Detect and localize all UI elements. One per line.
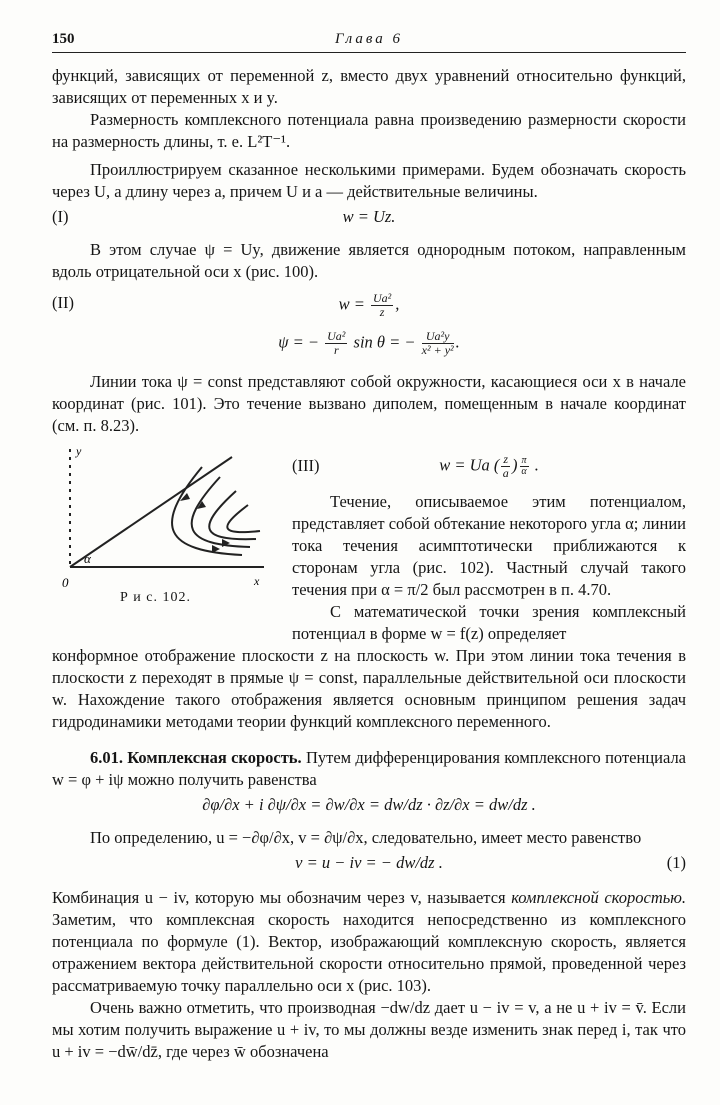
equation-part: sin θ = − [353,332,416,352]
angle-label: α [84,551,91,566]
equation-part: w = [338,294,365,314]
equation-label: (II) [52,293,74,312]
paragraph-text: Заметим, что комплексная скорость находится непосредственно из комплексного потенциала по формуле (1). Вектор, изображающий комплексную скорость, является отражением вектора действительной скорости относительно прямой, проведенной через рассматриваемую точку параллельно оси x (рис. 103). [52,910,686,995]
equation-body: v = u − iv = − dw/dz . [295,853,443,872]
numerator: Ua² [327,329,346,343]
equation-6 [52,849,686,887]
paragraph: Линии тока ψ = const представляют собой окружности, касающиеся оси x в начале координат (рис. 101). Это течение вызвано диполем, помещенным в начале координат (см. п. 8.23). [52,372,686,435]
paragraph: Течение, описываемое этим потенциалом, представляет собой обтекание некоторого угла α; линии тока течения асимптотически приближаются к сторонам угла (рис. 102). Частный случай такого течения при α = π/2 был рассмотрен в п. 4.70. [292,492,686,599]
equation-part: w = Ua [439,455,490,475]
fraction [501,453,510,480]
equation-part: , [395,294,400,314]
paragraph: С математической точки зрения комплексный потенциал в форме w = f(z) определяет [292,602,686,643]
page-header [52,28,686,53]
denominator: α [521,466,527,477]
equation-2 [52,289,686,327]
numerator: z [503,452,509,466]
numerator: Ua² [373,291,392,305]
exponent-fraction [520,456,529,477]
paragraph: Очень важно отметить, что производная −dw/dz дает u − iv = v, а не u + iv = v̄. Если мы хотим получить выражение u + iv, то мы должны везде изменить знак перед i, так что u + iv = −dw̄/dz̄, где через w̄ обозначена [52,998,686,1061]
paragraph: функций, зависящих от переменной z, вместо двух уравнений относительно функций, зависящих от переменных x и y. [52,66,686,107]
chapter-title: Глава 6 [334,31,404,47]
paragraph-text: Комбинация u − iv, которую мы обозначим через v, называется [52,888,506,907]
equation-number: (1) [666,853,686,872]
paragraph [52,887,686,997]
equation-4: (III) w = Ua ( $\frac{z}{a}$ ) $\frac{\pi}{\alpha}$ . [292,452,539,480]
figure-caption: Р и с. 102. [120,590,191,605]
equation-part: ψ = − [278,332,320,352]
denominator: r [333,343,339,357]
denominator: a [502,466,509,480]
streamline [172,467,242,555]
page-number: 150 [52,31,75,47]
fraction [422,330,454,357]
equation-1 [52,203,686,233]
origin-label: 0 [62,575,69,590]
equation-body: w = Uz. [342,207,396,226]
denominator: x² + y² [421,343,454,357]
axis-label-y: y [76,444,82,458]
section-heading: 6.01. Комплексная скорость. [90,748,302,767]
fraction [325,330,347,357]
equation-label: (I) [52,207,69,226]
paragraph: Проиллюстрируем сказанное несколькими примерами. Будем обозначать скорость через U, а длину через a, причем U и a — действительные величины. [52,160,686,201]
section-paragraph [52,747,686,791]
streamline [227,505,260,532]
paragraph: конформное отображение плоскости z на плоскость w. При этом линии тока течения в плоскости z переходят в прямые ψ = const, параллельные действительной оси плоскости w. Нахождение такого отображения является основным принципом решения задач гидродинамики методами теории функций комплексного переменного. [52,646,686,731]
fraction [371,292,393,319]
defined-term: комплексной скоростью. [511,888,687,907]
denominator: z [379,305,385,319]
paragraph: Размерность комплексного потенциала равна произведению размерности скорости на размерность длины, т. е. L²T⁻¹. [52,110,686,151]
paragraph: По определению, u = −∂φ/∂x, v = ∂ψ/∂x, следовательно, имеет место равенство [90,828,642,847]
equation-body: ∂φ/∂x + i ∂ψ/∂x = ∂w/∂x = dw/dz · ∂z/∂x = dw/dz . [202,795,536,814]
numerator: π [521,455,527,466]
paragraph: В этом случае ψ = Uy, движение является однородным потоком, направленным вдоль отрицательной оси x (рис. 100). [52,240,686,281]
numerator: Ua²y [422,330,454,344]
figure-side-text [292,443,686,645]
equation-5 [52,791,686,827]
equation-label: (III) [292,456,320,475]
streamline-figure [52,437,270,607]
axis-label-x: x [254,574,260,588]
equation-part: . [534,455,539,475]
equation-part: . [455,332,460,352]
equation-3 [52,327,686,365]
paragraph-text: Путем дифференцирования комплексного потенциала w = φ + iψ можно получить равенства [52,748,687,789]
book-page [52,28,686,1063]
